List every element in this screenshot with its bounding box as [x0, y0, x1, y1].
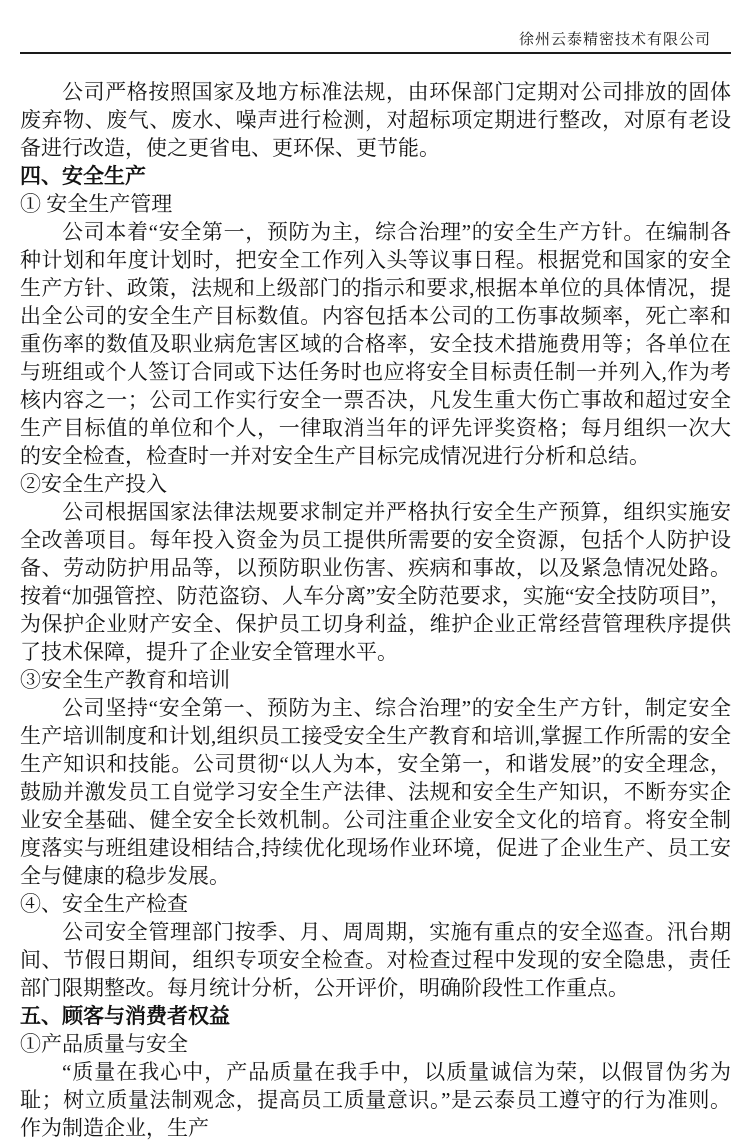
heading-section-5-customers: 五、顾客与消费者权益 [20, 1004, 230, 1028]
subheading-safety-management: ① 安全生产管理 [20, 192, 173, 216]
paragraph-safety-training: 公司坚持“安全第一、预防为主、综合治理”的安全生产方针，制定安全生产培训制度和计划,组织员工接受安全生产教育和培训,掌握工作所需的安全生产知识和技能。公司贯彻“以人为本，安全第一，和谐发展”的安全理念，鼓励并激发员工自觉学习安全生产法律、法规和安全生产知识，不断夯实企业安全基础、健全安全长效机制。公司注重企业安全文化的培育。将安全制度落实与班组建设相结合,持续优化现场作业环境，促进了企业生产、员工安全与健康的稳步发展。 [20, 696, 731, 888]
paragraph-environment: 公司严格按照国家及地方标准法规，由环保部门定期对公司排放的固体废弃物、废气、废水、噪声进行检测，对超标项定期进行整改，对原有老设备进行改造，使之更省电、更环保、更节能。 [20, 80, 731, 160]
company-name: 徐州云泰精密技术有限公司 [518, 32, 711, 48]
document-body [20, 78, 731, 1142]
paragraph-product-quality: “质量在我心中，产品质量在我手中，以质量诚信为荣，以假冒伪劣为耻；树立质量法制观念，提高员工质量意识。”是云泰员工遵守的行为准则。作为制造企业，生产 [20, 1060, 731, 1140]
heading-section-4-safety: 四、安全生产 [20, 164, 146, 188]
page-header [20, 30, 731, 54]
subheading-product-quality: ①产品质量与安全 [20, 1032, 188, 1056]
subheading-safety-investment: ②安全生产投入 [20, 472, 167, 496]
paragraph-safety-inspection: 公司安全管理部门按季、月、周周期，实施有重点的安全巡查。汛台期间、节假日期间，组织专项安全检查。对检查过程中发现的安全隐患，责任部门限期整改。每月统计分析，公开评价，明确阶段性工作重点。 [20, 920, 731, 1000]
subheading-safety-inspection: ④、安全生产检查 [20, 892, 188, 916]
paragraph-safety-investment: 公司根据国家法律法规要求制定并严格执行安全生产预算，组织实施安全改善项目。每年投入资金为员工提供所需要的安全资源，包括个人防护设备、劳动防护用品等，以预防职业伤害、疾病和事故，以及紧急情况处路。按着“加强管控、防范盗窃、人车分离”安全防范要求，实施“安全技防项目”，为保护企业财产安全、保护员工切身利益，维护企业正常经营管理秩序提供了技术保障，提升了企业安全管理水平。 [20, 500, 731, 664]
paragraph-safety-management: 公司本着“安全第一，预防为主，综合治理”的安全生产方针。在编制各种计划和年度计划时，把安全工作列入头等议事日程。根据党和国家的安全生产方针、政策，法规和上级部门的指示和要求,根据本单位的具体情况，提出全公司的安全生产目标数值。内容包括本公司的工伤事故频率，死亡率和重伤率的数值及职业病危害区域的合格率，安全技术措施费用等；各单位在与班组或个人签订合同或下达任务时也应将安全目标责任制一并列入,作为考核内容之一；公司工作实行安全一票否决，凡发生重大伤亡事故和超过安全生产目标值的单位和个人，一律取消当年的评先评奖资格；每月组织一次大的安全检查，检查时一并对安全生产目标完成情况进行分析和总结。 [20, 220, 731, 468]
subheading-safety-training: ③安全生产教育和培训 [20, 668, 230, 692]
